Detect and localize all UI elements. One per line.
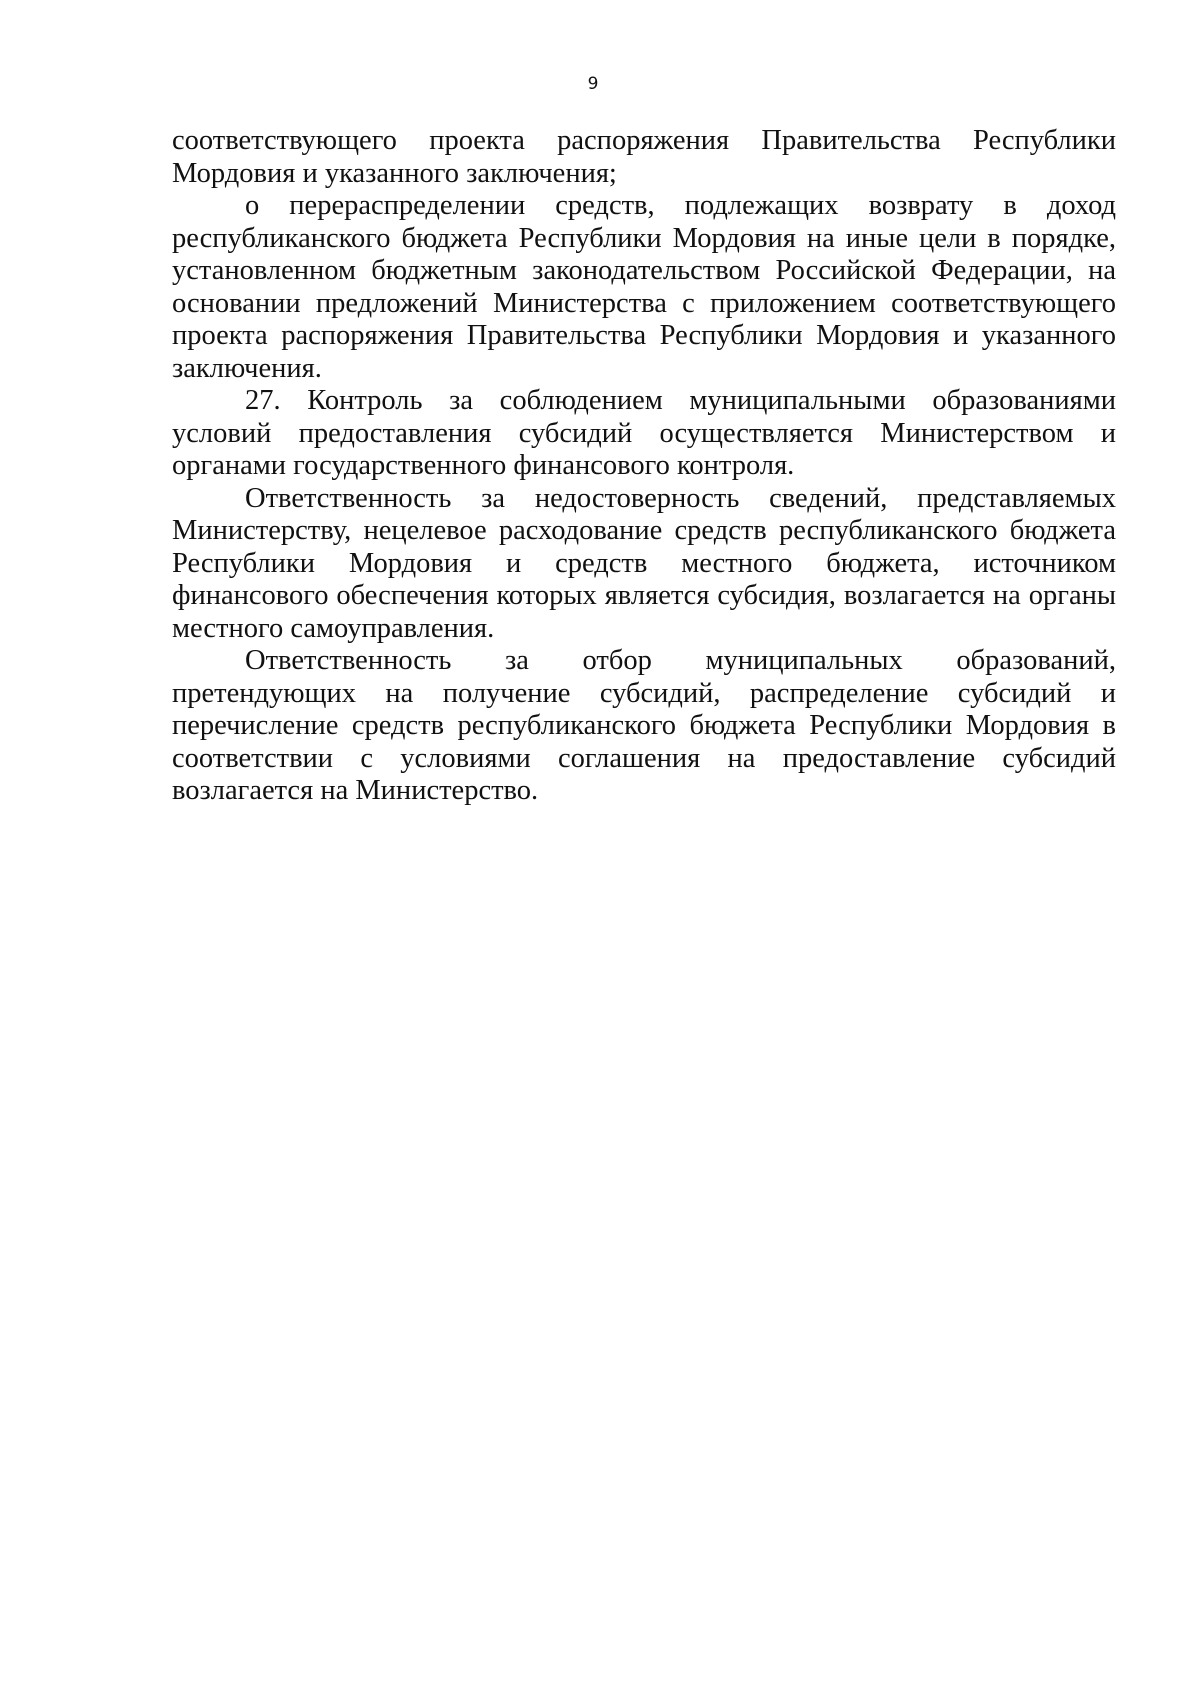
page-number: 9 [587, 74, 599, 94]
paragraph-4: Ответственность за недостоверность сведений, представляемых Министерству, нецелевое расходование средств республиканского бюджета Республики Мордовия и средств местного бюджета, источником финансового обеспечения которых является субсидия, возлагается на органы местного самоуправления. [172, 482, 1116, 644]
paragraph-5: Ответственность за отбор муниципальных образований, претендующих на получение субсидий, распределение субсидий и перечисление средств республиканского бюджета Республики Мордовия в соответствии с условиями соглашения на предоставление субсидий возлагается на Министерство. [172, 645, 1116, 806]
paragraph-3: 27. Контроль за соблюдением муниципальными образованиями условий предоставления субсидий осуществляется Министерством и органами государственного финансового контроля. [172, 385, 1116, 481]
paragraph-1: соответствующего проекта распоряжения Правительства Республики Мордовия и указанного заключения; [172, 125, 1116, 189]
paragraph-2: о перераспределении средств, подлежащих возврату в доход республиканского бюджета Республики Мордовия на иные цели в порядке, установленном бюджетным законодательством Российской Федерации, на основании предложений Министерства с приложением соответствующего проекта распоряжения Правительства Республики Мордовия и указанного заключения. [172, 190, 1116, 384]
document-body [172, 125, 1116, 808]
